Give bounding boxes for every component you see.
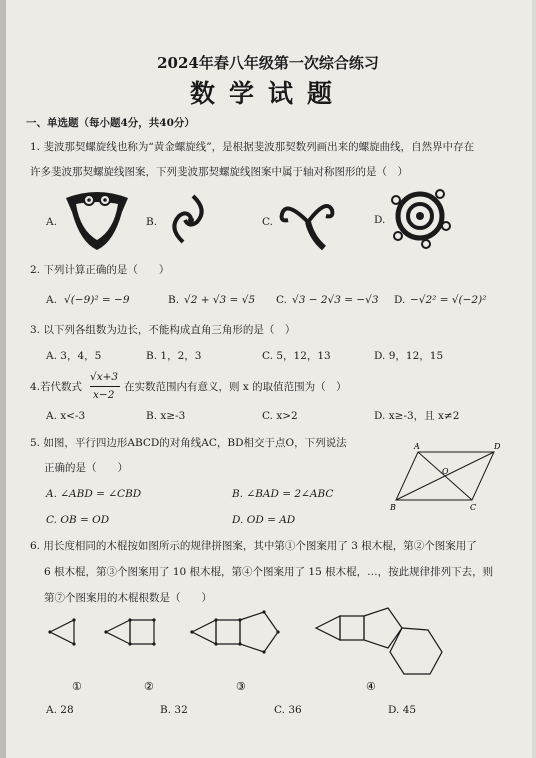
q2-option-d: −√2² = √(−2)² (410, 294, 487, 306)
q4-option-a: A. x<-3 (46, 410, 86, 422)
q5-label-o: O (442, 467, 449, 476)
q4-fraction-bar (90, 386, 120, 387)
q6-stem-line2: 6 根木棍，第③个图案用了 10 根木棍，第④个图案用了 15 根木棍，…，按此规律排列下去，则 (44, 566, 494, 578)
q2-option-b: √2 + √3 = √5 (184, 294, 256, 306)
q5-label-a: A (414, 442, 420, 451)
q3-stem: 3. 以下列各组数为边长，不能构成直角三角形的是（ ） (30, 324, 296, 336)
q1-stem-line2: 许多斐波那契螺旋线图案，下列斐波那契螺旋线图案中属于轴对称图形的是（ ） (30, 166, 408, 178)
q2-label-a: A. (46, 294, 57, 306)
q3-option-c: C. 5，12，13 (262, 350, 331, 362)
q2-option-a: √(−9)² = −9 (64, 294, 130, 306)
q5-option-d: D. OD = AD (232, 514, 296, 526)
q2-label-c: C. (276, 294, 287, 306)
q1-figure-c-branch-spiral (276, 192, 338, 252)
q5-label-b: B (390, 503, 396, 512)
q3-option-b: B. 1，2，3 (146, 350, 202, 362)
q1-figure-b-double-spiral (163, 192, 213, 247)
q6-stem-line3: 第⑦个图案用的木棍根数是（ ） (44, 592, 212, 604)
q4-denominator: x−2 (93, 389, 115, 401)
q6-option-c: C. 36 (274, 704, 302, 716)
q2-stem: 2. 下列计算正确的是（ ） (30, 264, 170, 276)
q6-label-3: ③ (236, 680, 246, 693)
q3-option-a: A. 3，4，5 (46, 350, 102, 362)
q4-numerator: √x+3 (90, 371, 119, 383)
q5-label-c: C (470, 503, 477, 512)
section-heading: 一、单选题（每小题4分，共40分） (26, 117, 195, 129)
q6-label-1: ① (72, 680, 82, 693)
q5-option-a: A. ∠ABD = ∠CBD (46, 488, 142, 500)
q6-option-a: A. 28 (46, 704, 74, 716)
q5-stem: 5. 如图，平行四边形ABCD的对角线AC，BD相交于点O，下列说法 (30, 437, 347, 449)
q4-option-d: D. x≥-3，且 x≠2 (374, 410, 460, 422)
q3-option-d: D. 9，12，15 (374, 350, 444, 362)
q5-label-d: D (494, 442, 501, 451)
q5-stem-line2: 正确的是（ ） (44, 462, 128, 474)
q2-option-c: √3 − 2√3 = −√3 (292, 294, 379, 306)
q5-parallelogram-figure (390, 440, 510, 512)
q6-stick-patterns-figure (44, 608, 454, 698)
q1-label-d: D. (374, 214, 386, 226)
q4-prefix: 4.若代数式 (30, 381, 83, 393)
q6-option-d: D. 45 (388, 704, 417, 716)
q4-suffix: 在实数范围内有意义，则 x 的取值范围为（ ） (124, 381, 347, 393)
q1-label-c: C. (262, 216, 273, 228)
exam-title: 数学试题 (189, 79, 346, 108)
q5-option-c: C. OB = OD (46, 514, 110, 526)
q6-option-b: B. 32 (160, 704, 188, 716)
q1-figure-a-spiral-vase (62, 190, 132, 255)
q1-figure-d-ornate-spiral (390, 186, 452, 250)
q1-label-a: A. (46, 216, 57, 228)
q2-label-d: D. (394, 294, 406, 306)
q1-stem-line1: 1. 斐波那契螺旋线也称为“黄金螺旋线”，是根据斐波那契数列画出来的螺旋曲线，自然界中存在 (30, 141, 475, 153)
exam-subtitle: 2024年春八年级第一次综合练习 (157, 54, 379, 72)
q5-option-b: B. ∠BAD = 2∠ABC (232, 488, 334, 500)
q1-label-b: B. (146, 216, 158, 228)
q4-option-b: B. x≥-3 (146, 410, 186, 422)
q6-label-2: ② (144, 680, 154, 693)
q4-option-c: C. x>2 (262, 410, 298, 422)
q2-label-b: B. (168, 294, 180, 306)
q6-stem-line1: 6. 用长度相同的木棍按如图所示的规律拼图案，其中第①个图案用了 3 根木棍，第②个图案用了 (30, 540, 477, 552)
q6-label-4: ④ (366, 680, 376, 693)
